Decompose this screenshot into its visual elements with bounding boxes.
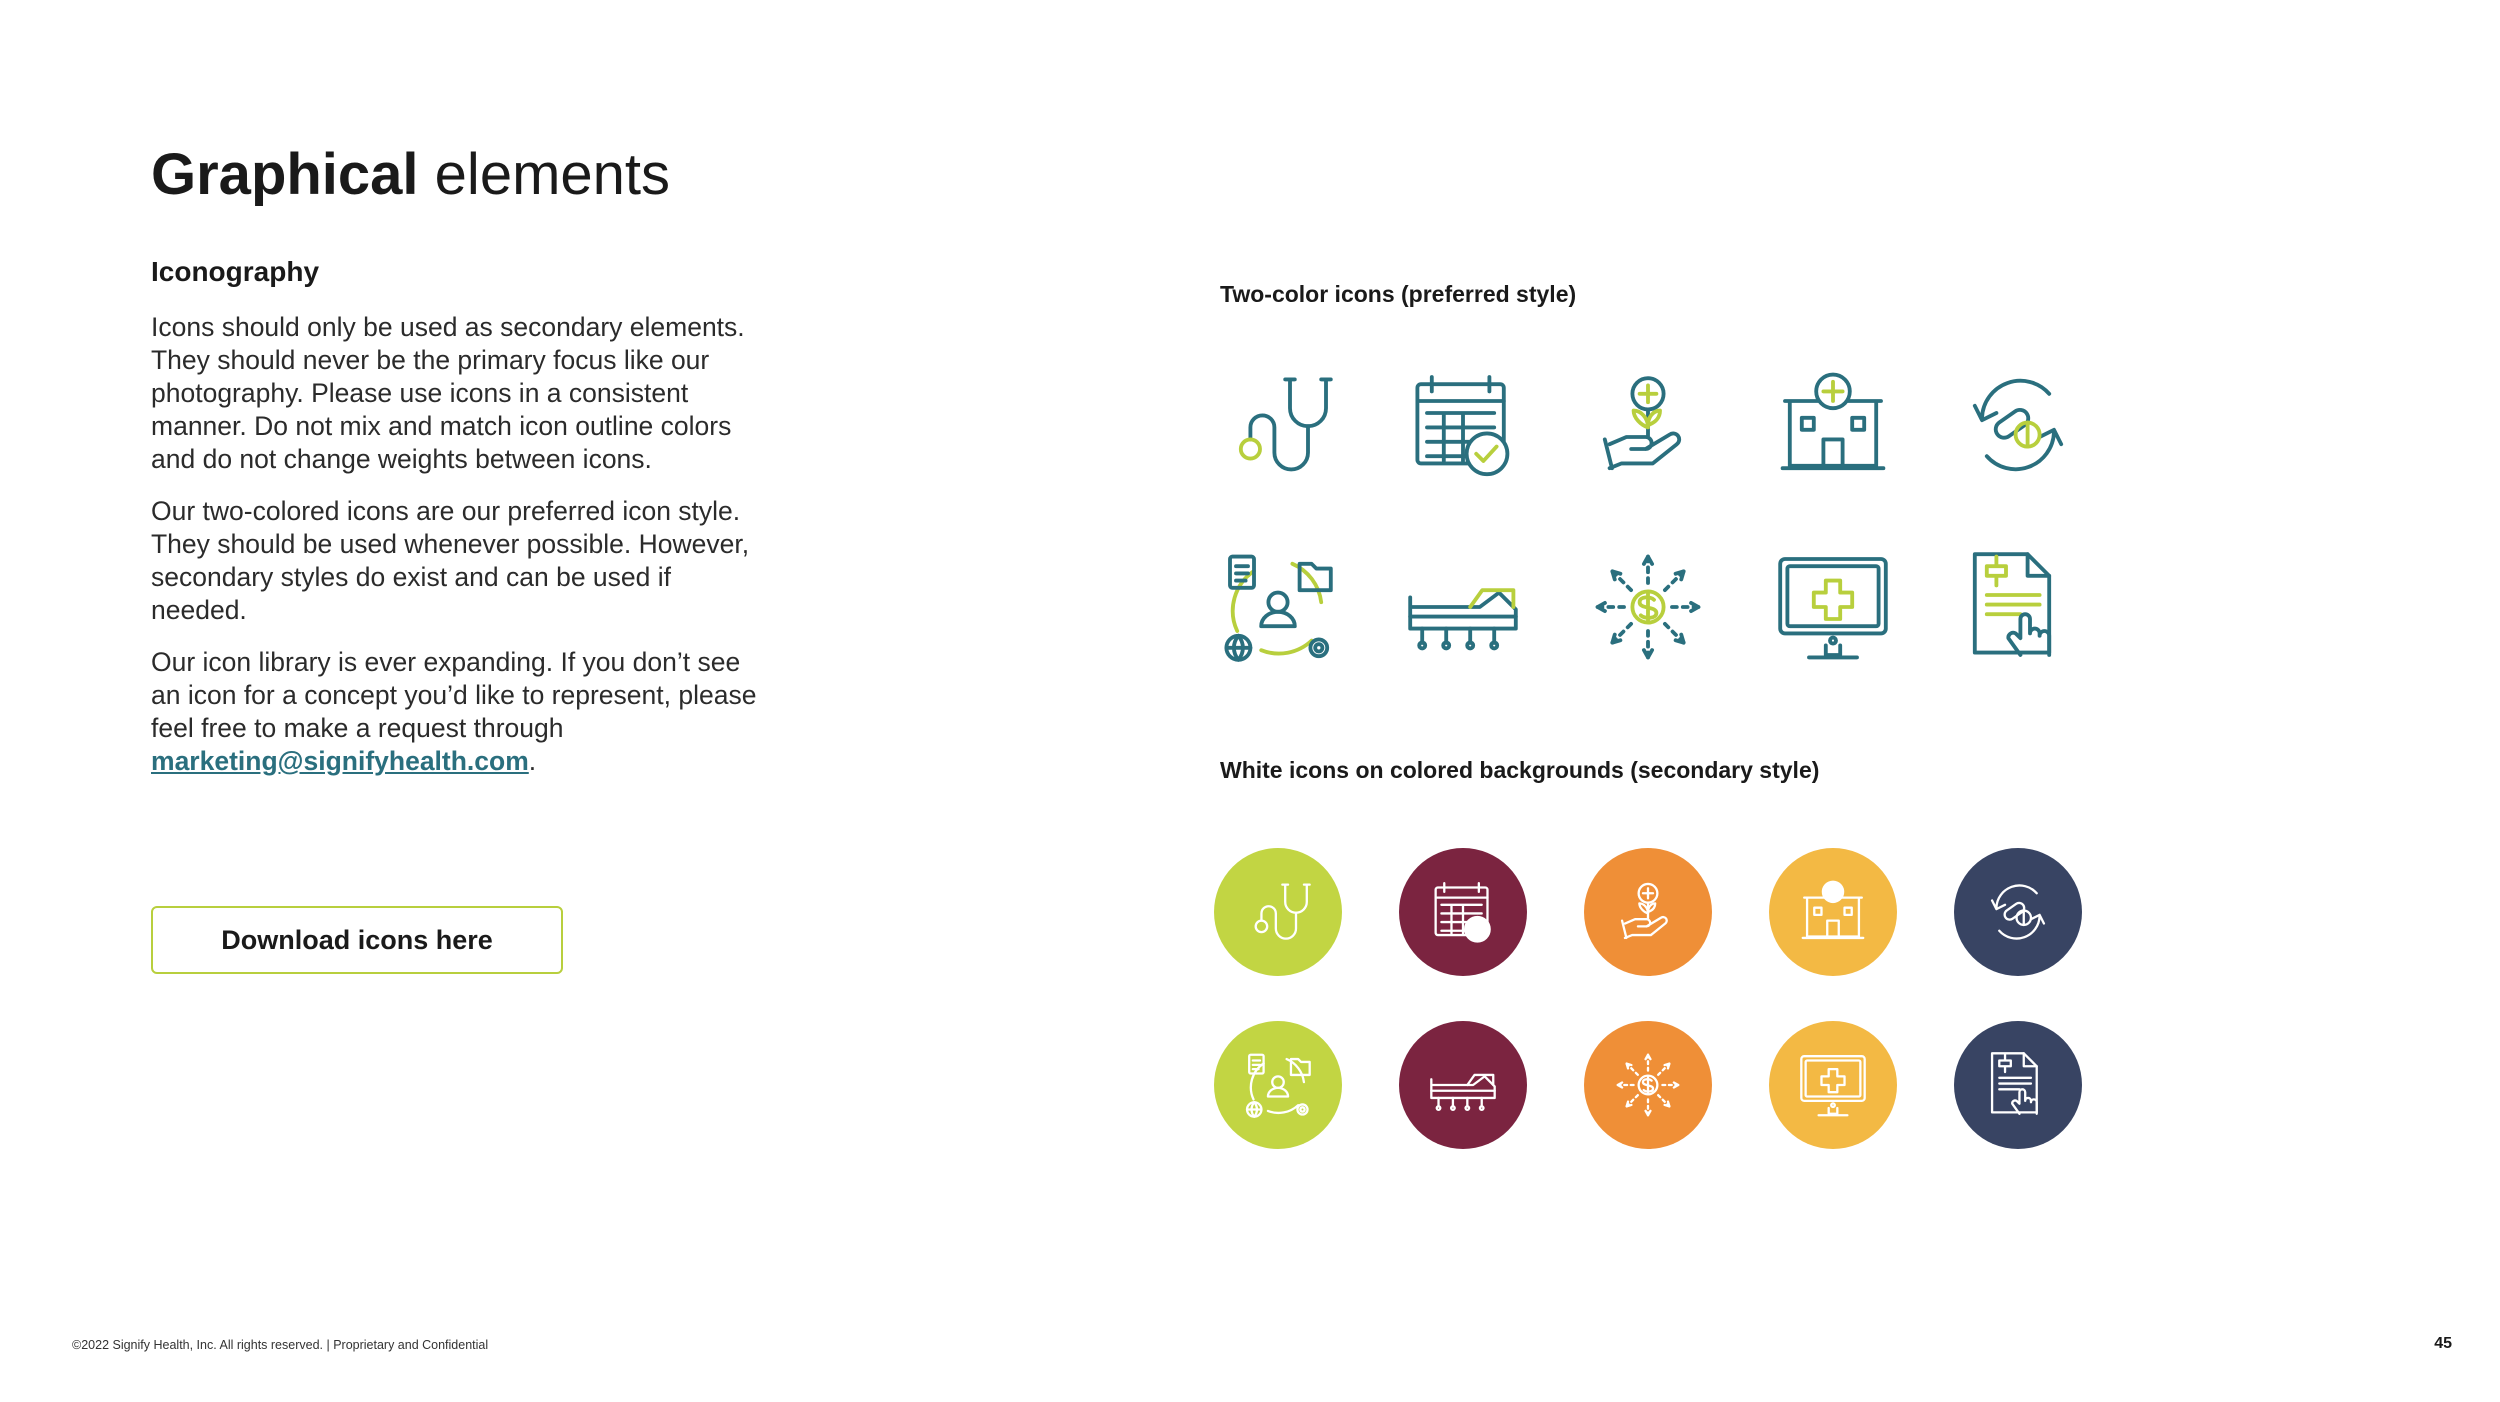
page-title-light: elements bbox=[434, 142, 671, 207]
circle-care-network-icon bbox=[1214, 1021, 1342, 1149]
page-number: 45 bbox=[2434, 1335, 2452, 1352]
pill-refresh-icon bbox=[1958, 365, 2078, 485]
paragraph-3 bbox=[151, 646, 771, 778]
circle-dollar-distribution-icon bbox=[1584, 1021, 1712, 1149]
circle-medical-document-touch-icon bbox=[1954, 1021, 2082, 1149]
hand-growth-icon bbox=[1588, 365, 1708, 485]
circle-hand-growth-icon bbox=[1584, 848, 1712, 976]
footer-copyright: ©2022 Signify Health, Inc. All rights reserved. | Proprietary and Confidential bbox=[72, 1338, 489, 1352]
page-title bbox=[151, 140, 670, 210]
two-color-icons-heading: Two-color icons (preferred style) bbox=[1220, 281, 1577, 307]
stethoscope-icon bbox=[1218, 365, 1338, 485]
marketing-email-link[interactable]: marketing@signifyhealth.com bbox=[151, 746, 529, 776]
telehealth-monitor-icon bbox=[1773, 547, 1893, 667]
circle-hospital-bed-icon bbox=[1399, 1021, 1527, 1149]
white-icons-heading: White icons on colored backgrounds (secondary style) bbox=[1220, 757, 1820, 783]
care-network-icon bbox=[1218, 547, 1338, 667]
circle-telehealth-monitor-icon bbox=[1769, 1021, 1897, 1149]
circle-hospital-building-icon bbox=[1769, 848, 1897, 976]
circle-stethoscope-icon bbox=[1214, 848, 1342, 976]
section-heading: Iconography bbox=[151, 256, 320, 287]
calendar-check-icon bbox=[1403, 365, 1523, 485]
download-icons-button[interactable]: Download icons here bbox=[151, 906, 563, 974]
paragraph-3-suffix: . bbox=[528, 746, 537, 776]
circle-calendar-check-icon bbox=[1399, 848, 1527, 976]
medical-document-touch-icon bbox=[1958, 547, 2078, 667]
paragraph-3-text: Our icon library is ever expanding. If you don’t see an icon for a concept you’d like to represent, please feel free to make a request through bbox=[151, 647, 757, 743]
paragraph-1: Icons should only be used as secondary elements. They should never be the primary focus like our photography. Please use icons in a consistent manner. Do not mix and match icon outline colors and do not change weights between icons. bbox=[151, 312, 745, 474]
page-title-bold: Graphical bbox=[151, 142, 419, 207]
circle-pill-refresh-icon bbox=[1954, 848, 2082, 976]
hospital-bed-icon bbox=[1403, 547, 1523, 667]
dollar-distribution-icon bbox=[1588, 547, 1708, 667]
hospital-building-icon bbox=[1773, 365, 1893, 485]
paragraph-2: Our two-colored icons are our preferred icon style. They should be used whenever possible. However, secondary styles do exist and can be used if needed. bbox=[151, 496, 750, 625]
iconography-description bbox=[151, 311, 771, 797]
